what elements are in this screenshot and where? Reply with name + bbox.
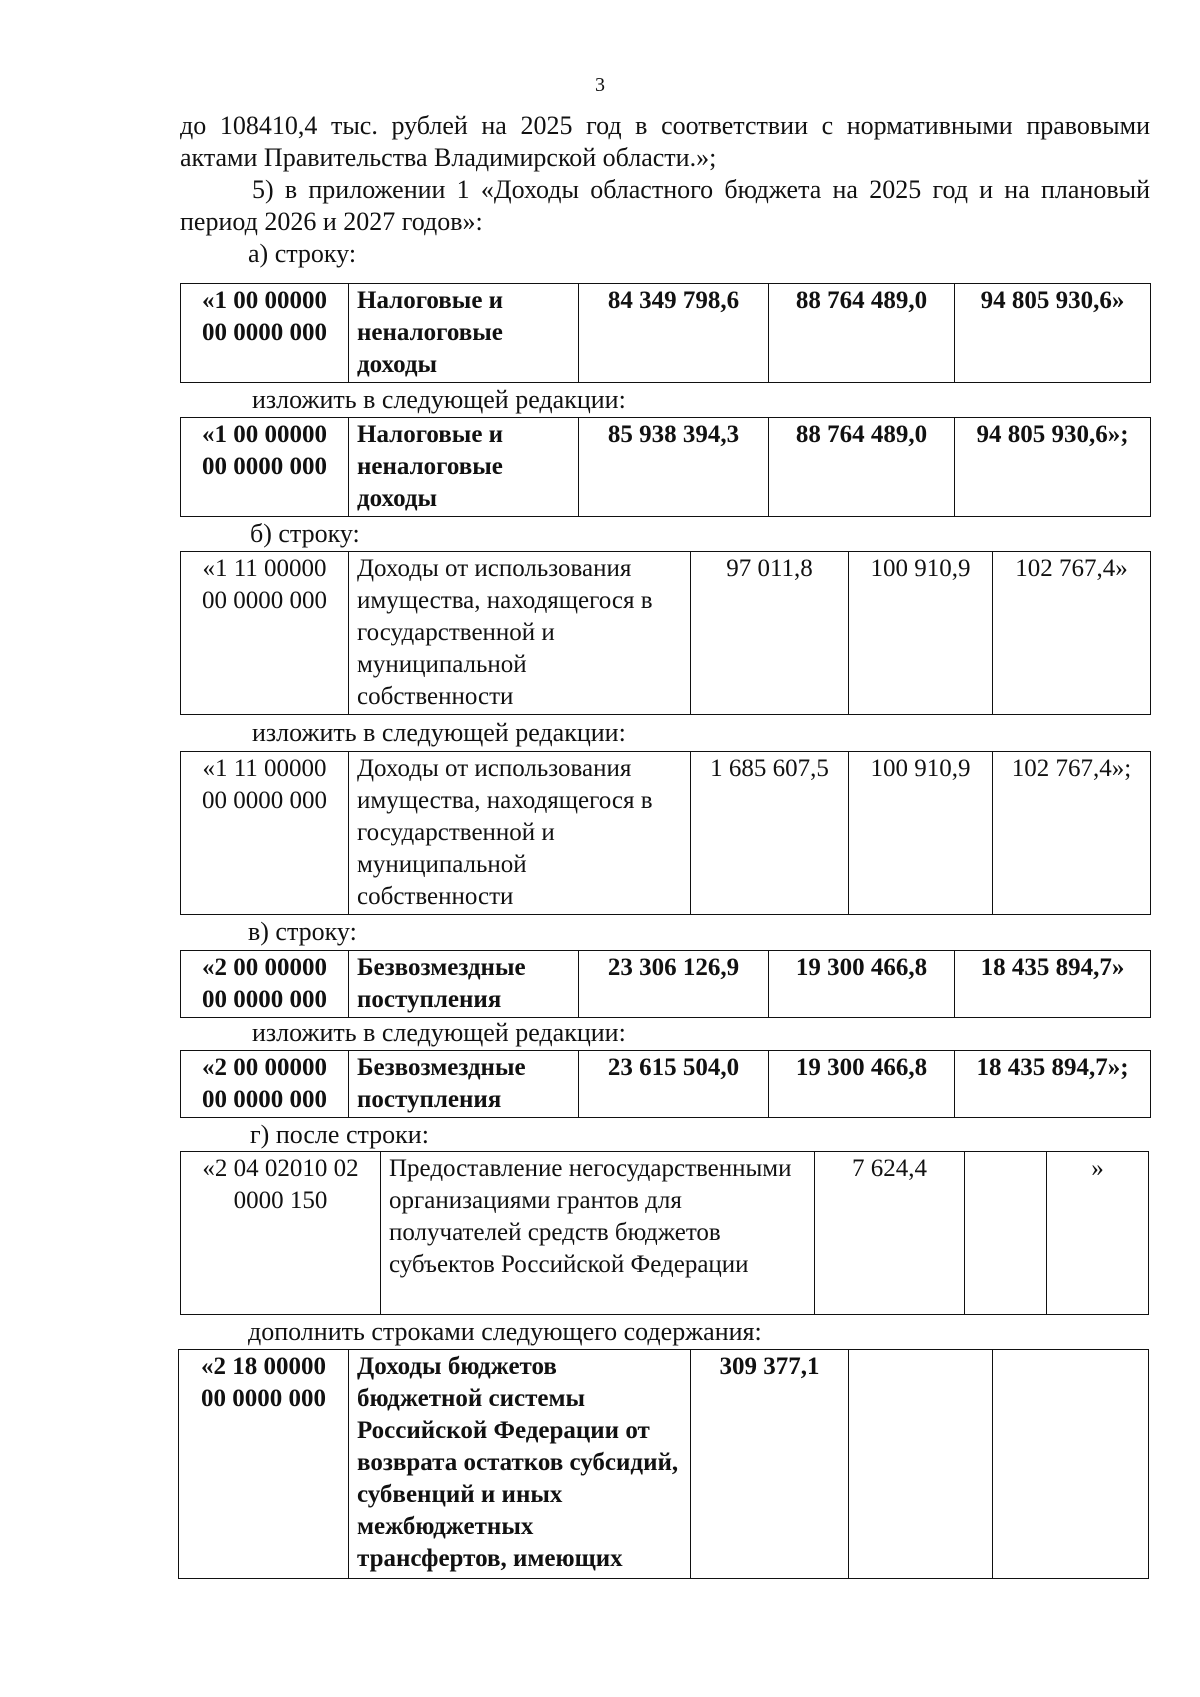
value-2027: 102 767,4»; [993, 752, 1151, 915]
row-code: «2 00 00000 00 0000 000 [181, 1051, 349, 1118]
table-g-add [178, 1349, 1149, 1579]
value-2027: 18 435 894,7» [955, 951, 1151, 1018]
intro-paragraph-2: 5) в приложении 1 «Доходы областного бюджета на 2025 год и на плановый период 2026 и 2027 годов»: [180, 175, 1150, 236]
value-2027: 94 805 930,6» [955, 284, 1151, 383]
row-name: Доходы от использования имущества, находящегося в государственной и муниципальной собственности [349, 552, 691, 715]
value-2027 [993, 1350, 1149, 1579]
value-2025: 309 377,1 [691, 1350, 849, 1579]
value-2027: 94 805 930,6»; [955, 418, 1151, 517]
table-row [181, 951, 1151, 1018]
value-2026: 88 764 489,0 [769, 284, 955, 383]
table-v-old [180, 950, 1151, 1018]
table-row [179, 1350, 1149, 1579]
table-a-new [180, 417, 1151, 517]
row-code: «1 11 00000 00 0000 000 [181, 552, 349, 715]
table-row [181, 552, 1151, 715]
table-v-new [180, 1050, 1151, 1118]
row-code: «1 00 00000 00 0000 000 [181, 418, 349, 517]
label-replace-b: изложить в следующей редакции: [252, 718, 626, 747]
row-code: «2 18 00000 00 0000 000 [179, 1350, 349, 1579]
label-b-row: б) строку: [250, 519, 360, 548]
value-2026: 100 910,9 [849, 552, 993, 715]
value-2026: 19 300 466,8 [769, 1051, 955, 1118]
value-2027: 18 435 894,7»; [955, 1051, 1151, 1118]
table-g-after [180, 1151, 1149, 1315]
label-g-row: г) после строки: [250, 1120, 429, 1149]
table-row [181, 1051, 1151, 1118]
value-2026: 19 300 466,8 [769, 951, 955, 1018]
row-name: Безвозмездные поступления [349, 951, 579, 1018]
table-row [181, 752, 1151, 915]
row-code: «1 11 00000 00 0000 000 [181, 752, 349, 915]
row-name: Безвозмездные поступления [349, 1051, 579, 1118]
value-2025: 84 349 798,6 [579, 284, 769, 383]
row-name: Предоставление негосударственными организациями грантов для получателей средств бюджетов субъектов Российской Федерации [381, 1152, 815, 1315]
intro-paragraph-1: до 108410,4 тыс. рублей на 2025 год в соответствии с нормативными правовыми актами Правительства Владимирской области.»; [180, 111, 1150, 172]
table-row [181, 1152, 1149, 1315]
label-v-row: в) строку: [248, 917, 357, 946]
label-replace-a: изложить в следующей редакции: [252, 385, 626, 414]
label-a-row: а) строку: [248, 239, 357, 268]
table-row [181, 418, 1151, 517]
row-code: «2 04 02010 02 0000 150 [181, 1152, 381, 1315]
value-2026 [965, 1152, 1047, 1315]
label-replace-v: изложить в следующей редакции: [252, 1018, 626, 1047]
value-2026: 88 764 489,0 [769, 418, 955, 517]
row-name: Доходы бюджетов бюджетной системы Российской Федерации от возврата остатков субсидий, субвенций и иных межбюджетных трансфертов, имеющих [349, 1350, 691, 1579]
value-2026: 100 910,9 [849, 752, 993, 915]
table-row [181, 284, 1151, 383]
value-2025: 85 938 394,3 [579, 418, 769, 517]
row-code: «2 00 00000 00 0000 000 [181, 951, 349, 1018]
value-2027: » [1047, 1152, 1149, 1315]
value-2025: 23 306 126,9 [579, 951, 769, 1018]
row-name: Налоговые и неналоговые доходы [349, 284, 579, 383]
value-2027: 102 767,4» [993, 552, 1151, 715]
row-name: Налоговые и неналоговые доходы [349, 418, 579, 517]
table-b-old [180, 551, 1151, 715]
table-b-new [180, 751, 1151, 915]
value-2026 [849, 1350, 993, 1579]
value-2025: 97 011,8 [691, 552, 849, 715]
value-2025: 1 685 607,5 [691, 752, 849, 915]
value-2025: 7 624,4 [815, 1152, 965, 1315]
row-name: Доходы от использования имущества, находящегося в государственной и муниципальной собственности [349, 752, 691, 915]
row-code: «1 00 00000 00 0000 000 [181, 284, 349, 383]
page-number: 3 [595, 74, 605, 96]
value-2025: 23 615 504,0 [579, 1051, 769, 1118]
label-add-rows: дополнить строками следующего содержания: [248, 1317, 762, 1346]
table-a-old [180, 283, 1151, 383]
